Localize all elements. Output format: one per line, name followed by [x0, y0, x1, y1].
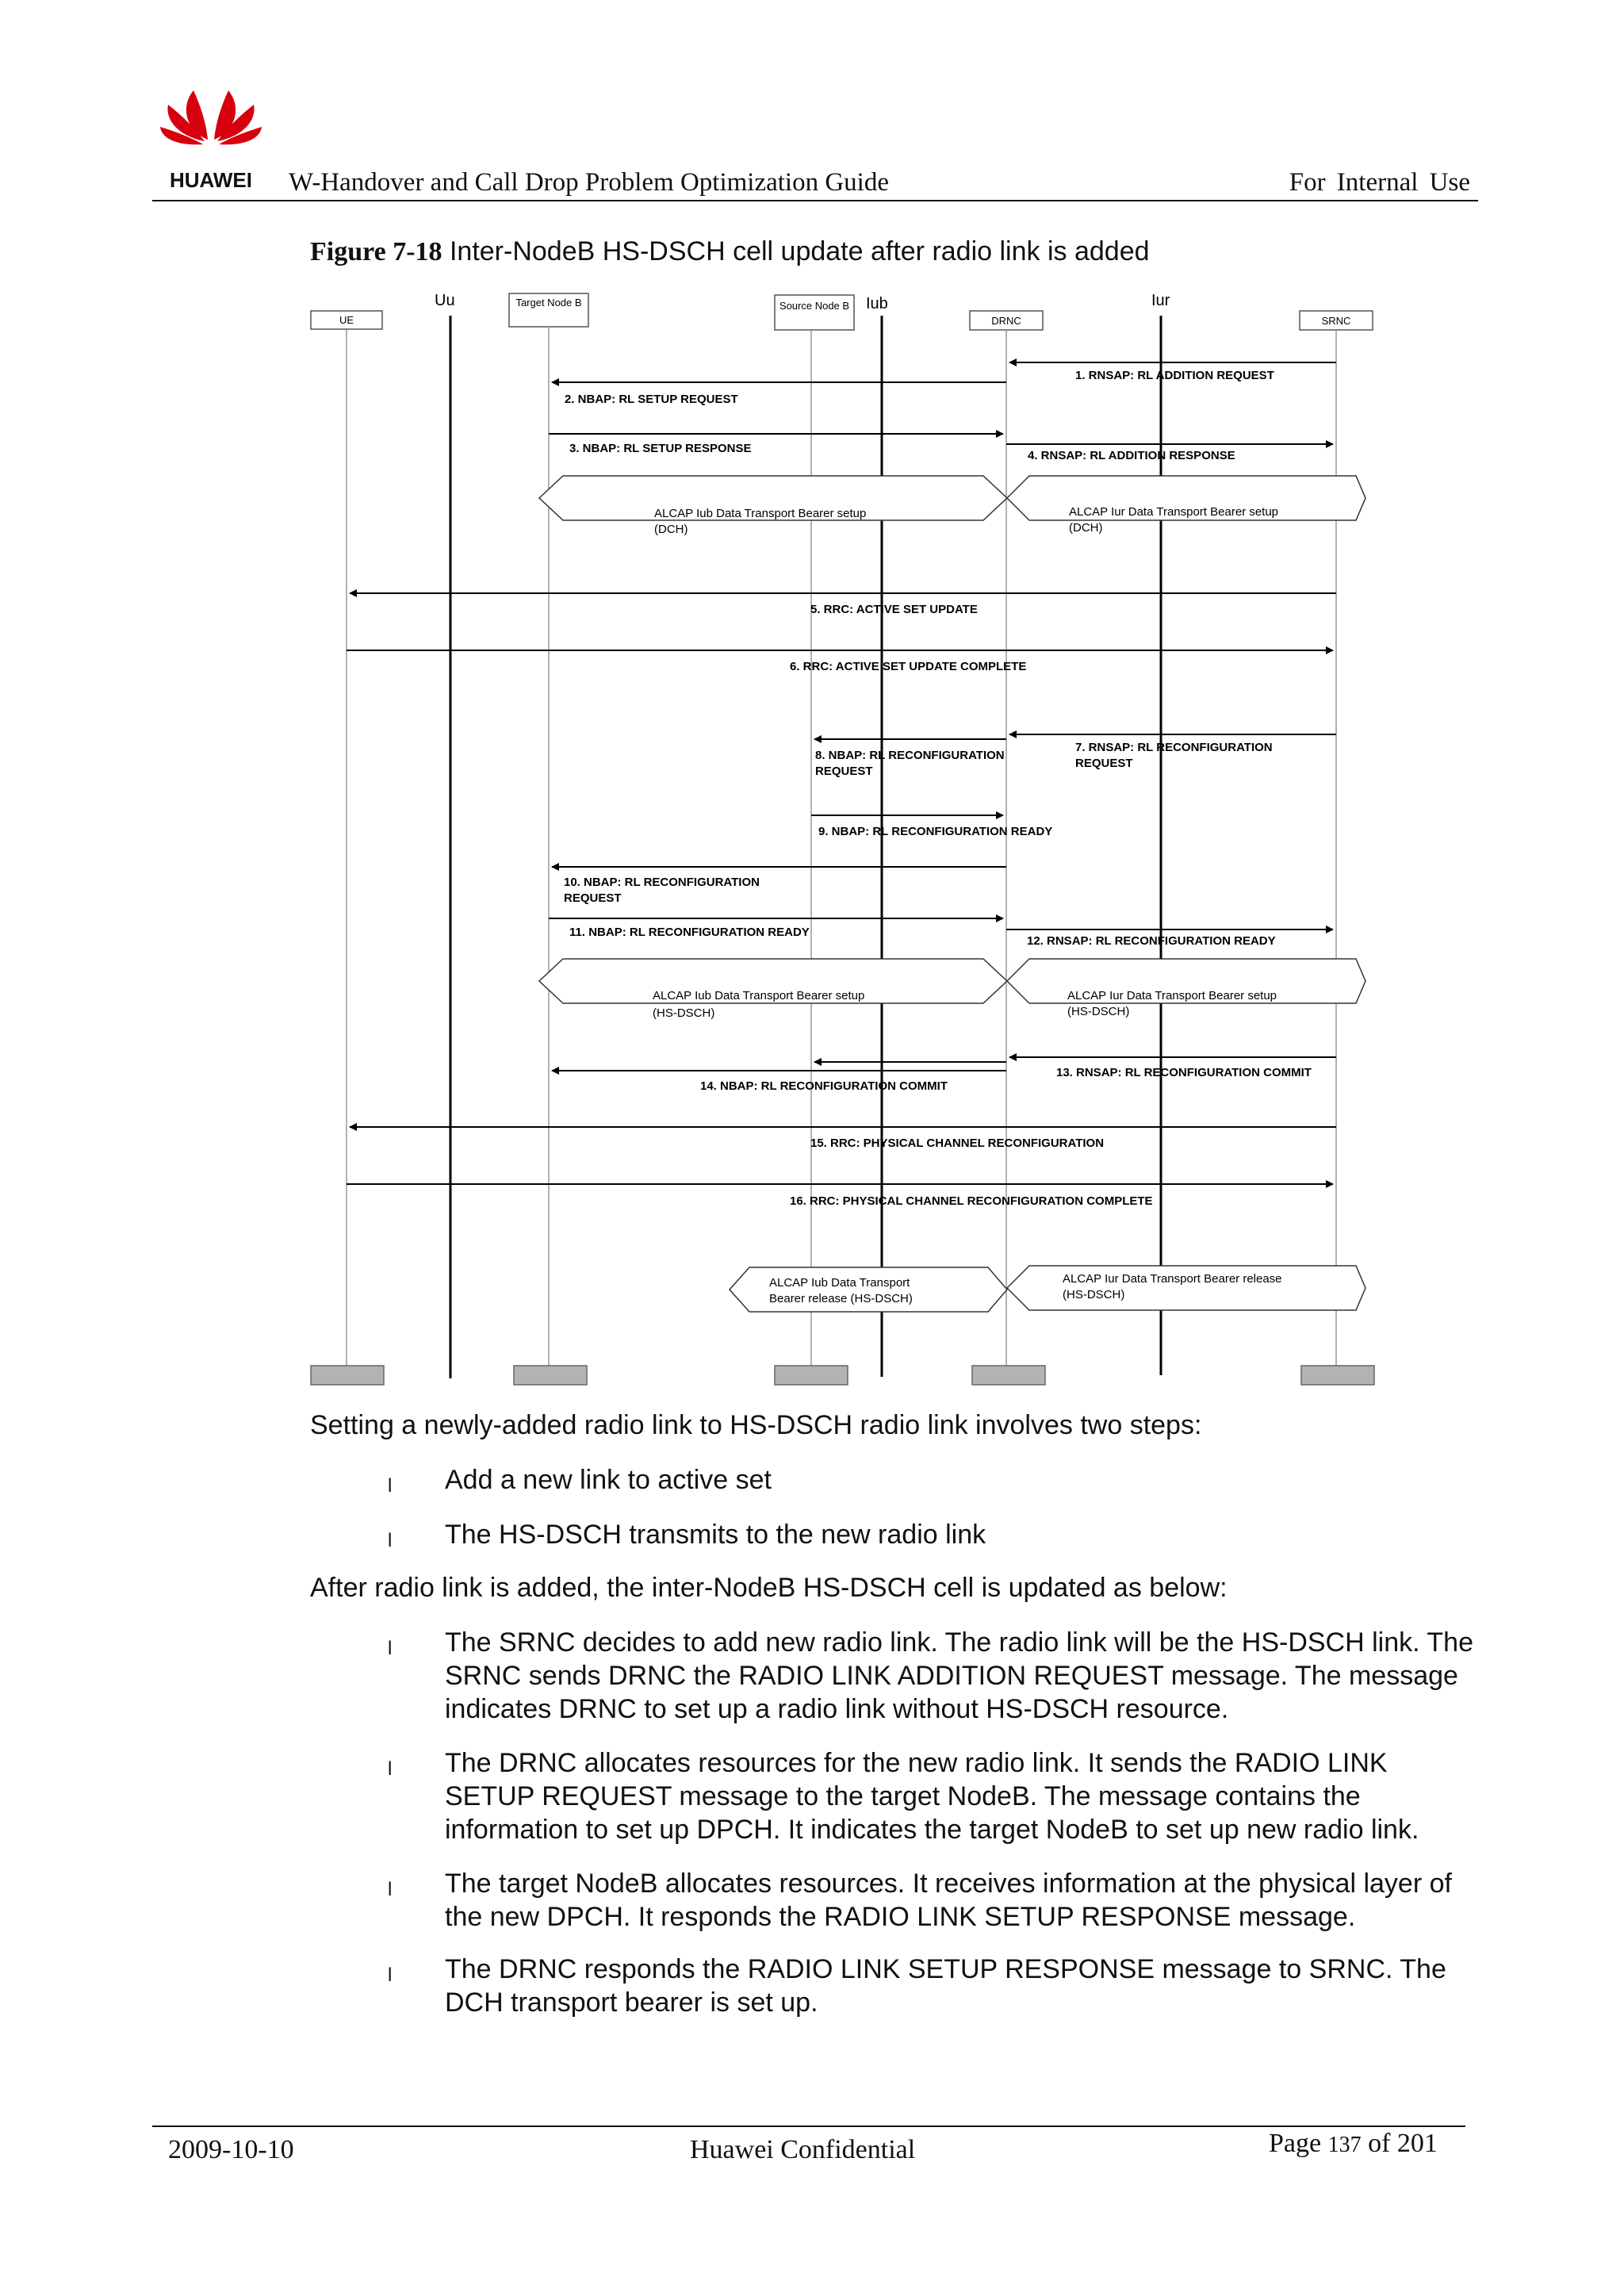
- header-rule: [152, 200, 1478, 201]
- bullet-marker: l: [388, 1964, 393, 1986]
- after-intro-paragraph: After radio link is added, the inter-NodeB HS-DSCH cell is updated as below:: [310, 1573, 1228, 1603]
- message-label-8: 8. NBAP: RL RECONFIGURATION: [815, 749, 1005, 762]
- entity-label-ue: UE: [339, 314, 354, 326]
- classification-label: For Internal Use: [1289, 168, 1470, 197]
- procedure-text: The SRNC decides to add new radio link. The radio link will be the HS-DSCH link. The SRNC sends DRNC the RADIO LINK ADDITION REQUEST message. The message indicates DRNC to set up a radio link without HS-DSCH resource.: [445, 1627, 1473, 1724]
- end-bar-drnc: [972, 1366, 1045, 1385]
- company-wordmark: HUAWEI: [170, 168, 252, 192]
- figure-number: Figure 7-18: [310, 237, 442, 266]
- message-label-1: 1. RNSAP: RL ADDITION REQUEST: [1075, 369, 1274, 382]
- alcap-label-6: ALCAP Iur Data Transport Bearer release: [1063, 1272, 1282, 1286]
- alcap-label-5: ALCAP Iub Data Transport: [769, 1276, 910, 1290]
- page-current: 137: [1327, 2133, 1362, 2157]
- message-label-4: 4. RNSAP: RL ADDITION RESPONSE: [1028, 449, 1235, 462]
- alcap-label-6-line2: (HS-DSCH): [1063, 1288, 1125, 1301]
- alcap-label-5-line2: Bearer release (HS-DSCH): [769, 1292, 913, 1305]
- footer-rule: [152, 2125, 1465, 2127]
- message-label-14: 14. NBAP: RL RECONFIGURATION COMMIT: [700, 1079, 948, 1093]
- step-text: Add a new link to active set: [445, 1465, 772, 1495]
- bullet-marker: l: [388, 1475, 393, 1497]
- message-label-12: 12. RNSAP: RL RECONFIGURATION READY: [1027, 934, 1276, 948]
- end-bar-srnc: [1301, 1366, 1374, 1385]
- page-number: [1269, 2129, 1438, 2159]
- page-word: Page: [1269, 2129, 1322, 2158]
- page-of: of: [1368, 2129, 1391, 2158]
- page-total: 201: [1396, 2129, 1438, 2158]
- message-label-15: 15. RRC: PHYSICAL CHANNEL RECONFIGURATION: [810, 1137, 1105, 1150]
- message-label-11: 11. NBAP: RL RECONFIGURATION READY: [569, 926, 810, 939]
- message-label-7: 7. RNSAP: RL RECONFIGURATION: [1075, 741, 1273, 754]
- message-label-9: 9. NBAP: RL RECONFIGURATION READY: [818, 825, 1053, 838]
- huawei-logo: [159, 82, 263, 194]
- end-bar-source-nodeb: [775, 1366, 848, 1385]
- message-label-10: 10. NBAP: RL RECONFIGURATION: [564, 876, 760, 889]
- intro-paragraph: Setting a newly-added radio link to HS-DSCH radio link involves two steps:: [310, 1410, 1202, 1440]
- alcap-label-1-line2: (DCH): [654, 523, 688, 536]
- message-label-5: 5. RRC: ACTIVE SET UPDATE: [810, 603, 978, 616]
- procedure-text: The DRNC allocates resources for the new radio link. It sends the RADIO LINK SETUP REQUEST message to the target NodeB. The message contains the information to set up DPCH. It indicates the target NodeB to set up new radio link.: [445, 1748, 1419, 1845]
- procedure-text: The DRNC responds the RADIO LINK SETUP RESPONSE message to SRNC. The DCH transport bearer is set up.: [445, 1954, 1446, 2018]
- figure-caption: [310, 236, 1150, 267]
- message-label-6: 6. RRC: ACTIVE SET UPDATE COMPLETE: [790, 660, 1027, 673]
- message-label-7-line2: REQUEST: [1075, 757, 1133, 770]
- end-bar-target-nodeb: [514, 1366, 587, 1385]
- interface-label-uu: Uu: [435, 292, 455, 309]
- footer-date: 2009-10-10: [168, 2135, 294, 2164]
- figure-caption-text: Inter-NodeB HS-DSCH cell update after radio link is added: [449, 236, 1150, 266]
- alcap-label-2: ALCAP Iur Data Transport Bearer setup: [1069, 505, 1279, 519]
- message-label-13: 13. RNSAP: RL RECONFIGURATION COMMIT: [1056, 1066, 1312, 1079]
- bullet-marker: l: [388, 1879, 393, 1900]
- entity-label-target-nodeb: Target Node B: [515, 297, 582, 309]
- message-label-3: 3. NBAP: RL SETUP RESPONSE: [569, 442, 752, 455]
- interface-label-iur: Iur: [1151, 292, 1170, 309]
- alcap-label-3-line2: (HS-DSCH): [653, 1006, 715, 1020]
- end-bar-ue: [311, 1366, 384, 1385]
- bullet-marker: l: [388, 1638, 393, 1659]
- alcap-label-4-line2: (HS-DSCH): [1067, 1005, 1130, 1018]
- sequence-diagram: [301, 286, 1388, 1396]
- message-label-2: 2. NBAP: RL SETUP REQUEST: [565, 393, 738, 406]
- footer-confidential: Huawei Confidential: [690, 2135, 916, 2164]
- message-label-10-line2: REQUEST: [564, 891, 622, 905]
- bullet-marker: l: [388, 1530, 393, 1551]
- alcap-label-1: ALCAP Iub Data Transport Bearer setup: [654, 507, 867, 520]
- step-text: The HS-DSCH transmits to the new radio link: [445, 1520, 986, 1550]
- message-label-16: 16. RRC: PHYSICAL CHANNEL RECONFIGURATION COMPLETE: [790, 1194, 1153, 1208]
- entity-label-source-nodeb: Source Node B: [779, 300, 850, 312]
- alcap-label-3: ALCAP Iub Data Transport Bearer setup: [653, 989, 865, 1002]
- alcap-label-2-line2: (DCH): [1069, 521, 1103, 535]
- bullet-marker: l: [388, 1758, 393, 1780]
- interface-label-iub: Iub: [866, 295, 888, 312]
- entity-label-drnc: DRNC: [991, 315, 1021, 327]
- entity-label-srnc: SRNC: [1321, 315, 1351, 327]
- procedure-text: The target NodeB allocates resources. It receives information at the physical layer of the new DPCH. It responds the RADIO LINK SETUP RESPONSE message.: [445, 1869, 1452, 1932]
- document-title: W-Handover and Call Drop Problem Optimization Guide: [289, 168, 890, 197]
- alcap-label-4: ALCAP Iur Data Transport Bearer setup: [1067, 989, 1277, 1002]
- message-label-8-line2: REQUEST: [815, 765, 873, 778]
